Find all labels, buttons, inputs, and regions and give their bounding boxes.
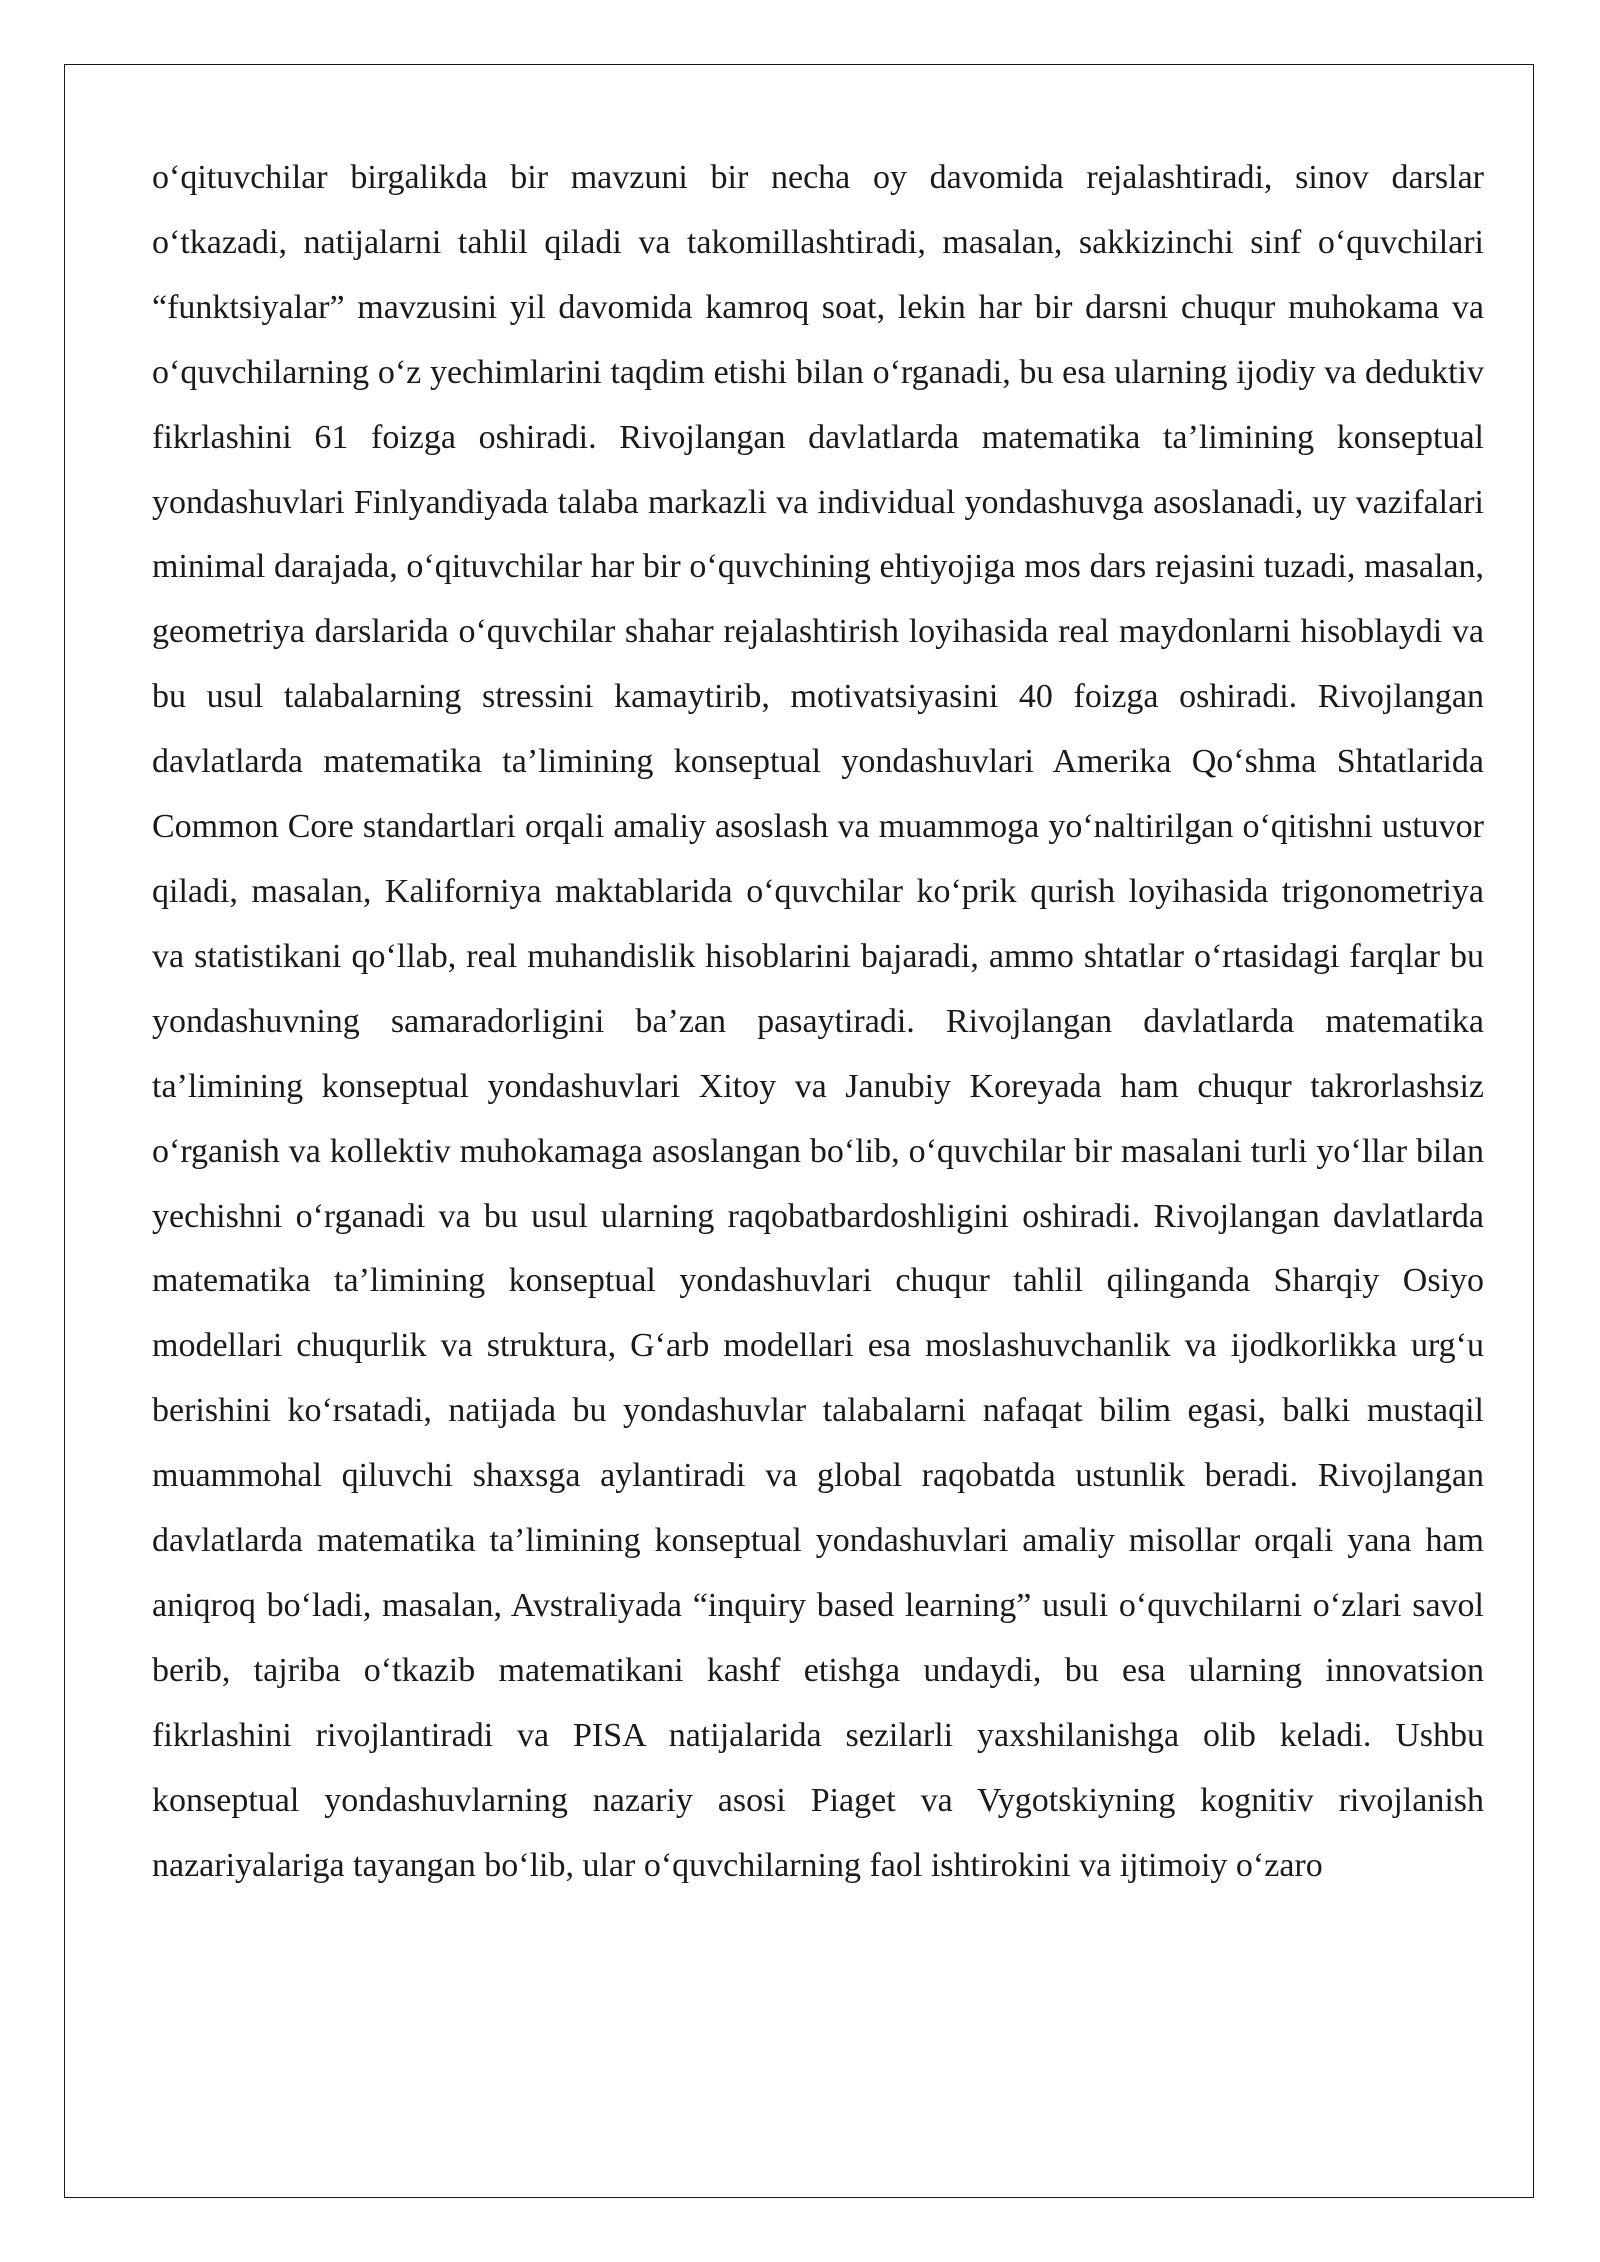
body-paragraph: o‘qituvchilar birgalikda bir mavzuni bir necha oy davomida rejalashtiradi, sinov darslar o‘tkazadi, natijalarni tahlil qiladi va takomillashtiradi, masalan, sakkizinchi sinf o‘quvchilari “funktsiyalar” mavzusini yil davomida kamroq soat, lekin har bir darsni chuqur muhokama va o‘quvchilarning o‘z yechimlarini taqdim etishi bilan o‘rganadi, bu esa ularning ijodiy va deduktiv fikrlashini 61 foizga oshiradi. Rivojlangan davlatlarda matematika ta’limining konseptual yondashuvlari Finlyandiyada talaba markazli va individual yondashuvga asoslanadi, uy vazifalari minimal darajada, o‘qituvchilar har bir o‘quvchining ehtiyojiga mos dars rejasini tuzadi, masalan, geometriya darslarida o‘quvchilar shahar rejalashtirish loyihasida real maydonlarni hisoblaydi va bu usul talabalarning stressini kamaytirib, motivatsiyasini 40 foizga oshiradi. Rivojlangan davlatlarda matematika ta’limining konseptual yondashuvlari Amerika Qo‘shma Shtatlarida Common Core standartlari orqali amaliy asoslash va muammoga yo‘naltirilgan o‘qitishni ustuvor qiladi, masalan, Kaliforniya maktablarida o‘quvchilar ko‘prik qurish loyihasida trigonometriya va statistikani qo‘llab, real muhandislik hisoblarini bajaradi, ammo shtatlar o‘rtasidagi farqlar bu yondashuvning samaradorligini ba’zan pasaytiradi. Rivojlangan davlatlarda matematika ta’limining konseptual yondashuvlari Xitoy va Janubiy Koreyada ham chuqur takrorlashsiz o‘rganish va kollektiv muhokamaga asoslangan bo‘lib, o‘quvchilar bir masalani turli yo‘llar bilan yechishni o‘rganadi va bu usul ularning raqobatbardoshligini oshiradi. Rivojlangan davlatlarda matematika ta’limining konseptual yondashuvlari chuqur tahlil qilinganda Sharqiy Osiyo modellari chuqurlik va struktura, G‘arb modellari esa moslashuvchanlik va ijodkorlikka urg‘u berishini ko‘rsatadi, natijada bu yondashuvlar talabalarni nafaqat bilim egasi, balki mustaqil muammohal qiluvchi shaxsga aylantiradi va global raqobatda ustunlik beradi. Rivojlangan davlatlarda matematika ta’limining konseptual yondashuvlari amaliy misollar orqali yana ham aniqroq bo‘ladi, masalan, Avstraliyada “inquiry based learning” usuli o‘quvchilarni o‘zlari savol berib, tajriba o‘tkazib matematikani kashf etishga undaydi, bu esa ularning innovatsion fikrlashini rivojlantiradi va PISA natijalarida sezilarli yaxshilanishga olib keladi. Ushbu konseptual yondashuvlarning nazariy asosi Piaget va Vygotskiyning kognitiv rivojlanish nazariyalariga tayangan bo‘lib, ular o‘quvchilarning faol ishtirokini va ijtimoiy o‘zaro [152, 159, 1484, 1884]
